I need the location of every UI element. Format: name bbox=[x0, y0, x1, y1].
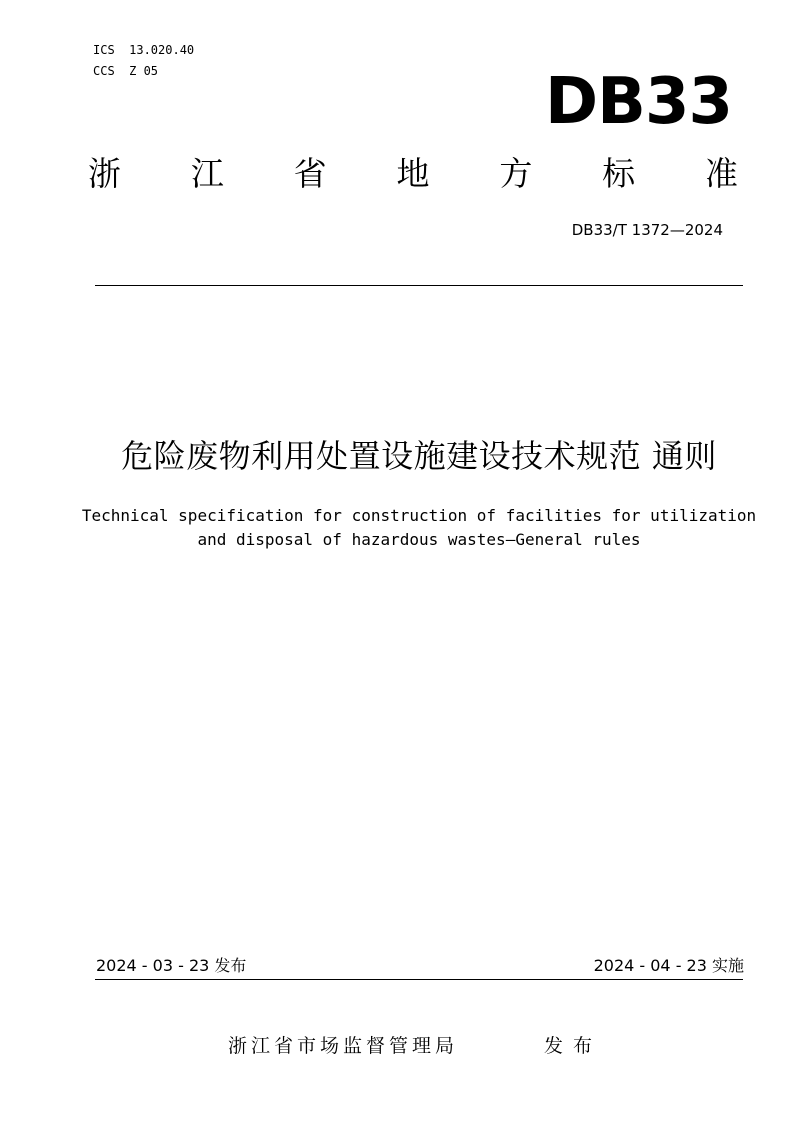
implementation-date: 2024 - 04 - 23 实施 bbox=[593, 956, 744, 975]
ccs-code: CCS Z 05 bbox=[93, 64, 159, 78]
standard-type-char: 准 bbox=[704, 154, 738, 193]
standard-type-char: 标 bbox=[602, 154, 636, 193]
issuer-name: 浙江省市场监督管理局 bbox=[228, 1035, 459, 1057]
standard-type-char: 方 bbox=[499, 154, 533, 193]
title-english-line: and disposal of hazardous wastes—General rules bbox=[197, 530, 641, 549]
classification-codes bbox=[93, 40, 194, 82]
standard-type-heading bbox=[88, 150, 738, 198]
standard-type-char: 浙 bbox=[88, 154, 121, 193]
standard-type-char: 地 bbox=[396, 154, 430, 193]
top-divider bbox=[95, 285, 743, 286]
title-chinese: 危险废物利用处置设施建设技术规范 通则 bbox=[121, 437, 717, 475]
standard-type-char: 省 bbox=[293, 154, 327, 193]
title-english bbox=[0, 504, 800, 552]
standard-number: DB33/T 1372—2024 bbox=[571, 221, 723, 239]
bottom-divider bbox=[95, 979, 743, 980]
db-logo: DB33 bbox=[545, 65, 732, 139]
title-english-line: Technical specification for construction of facilities for utilization bbox=[81, 506, 757, 525]
issue-date: 2024 - 03 - 23 发布 bbox=[96, 956, 247, 975]
ics-code: ICS 13.020.40 bbox=[93, 43, 195, 57]
standard-type-char: 江 bbox=[190, 154, 224, 193]
issuer-action: 发布 bbox=[544, 1035, 603, 1057]
